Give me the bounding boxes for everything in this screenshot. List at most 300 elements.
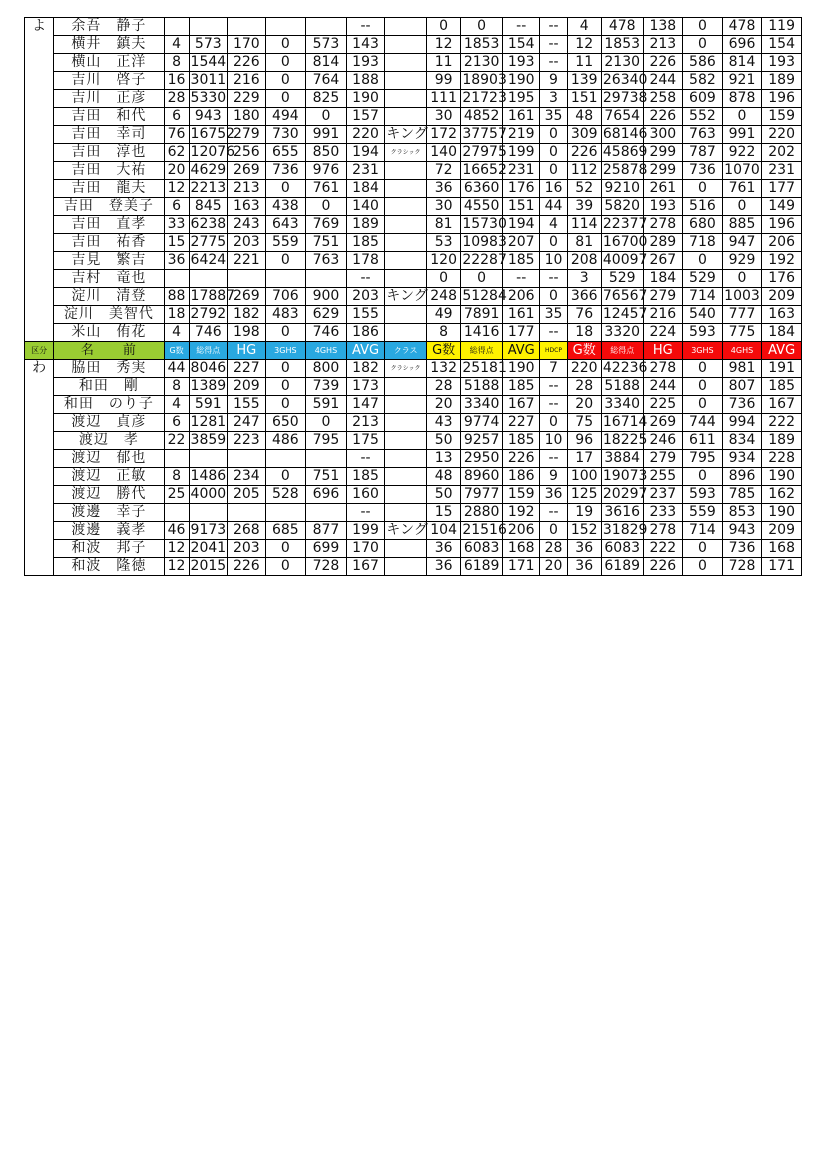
m2-total: 15730 [462,216,507,232]
tot-avg: 231 [762,162,802,180]
tot-4ghs: 878 [722,90,762,108]
m2-games: 8 [426,324,460,342]
m1-4ghs: 0 [306,414,347,432]
tot-games: 208 [567,252,601,270]
tot-avg: 162 [762,486,802,504]
player-name: 渡辺 正敏 [54,468,164,486]
m2-avg: 219 [502,126,539,144]
m1-avg: 186 [346,324,385,342]
tot-games: 114 [567,216,601,234]
player-name: 横井 鎮夫 [54,36,164,54]
m2-avg: 231 [502,162,539,180]
tot-games: 76 [567,306,601,324]
m2-games: 13 [426,450,460,468]
m1-games: 76 [164,126,189,144]
m1-3ghs: 0 [265,324,306,342]
tot-games: 220 [567,360,601,378]
table-row [25,396,802,414]
player-name: 渡邊 幸子 [54,504,164,522]
m1-4ghs: 795 [306,432,347,450]
m1-total [189,504,228,522]
tot-avg: 154 [762,36,802,54]
player-name: 吉田 幸司 [54,126,164,144]
m1-hg: 203 [228,540,265,558]
tot-4ghs: 896 [722,468,762,486]
class-cell: キング [386,288,428,304]
m2-total: 1853 [461,36,503,54]
player-name: 渡邊 義孝 [54,522,164,540]
tot-total: 2130 [601,54,643,72]
m2-total: 2880 [461,504,503,522]
m1-total: 16752 [190,126,236,142]
player-name: 余吾 静子 [54,18,164,36]
m2-avg: 199 [502,144,539,162]
m2-games: 0 [426,270,460,288]
m1-games: 88 [164,288,189,306]
tot-4ghs: 736 [722,396,762,414]
tot-4ghs: 0 [722,108,762,126]
m2-hdcp: 3 [540,90,567,108]
m2-avg: 185 [502,432,539,450]
m1-3ghs: 0 [265,90,306,108]
m1-4ghs: 763 [306,252,347,270]
m2-games: 30 [426,108,460,126]
m2-hdcp: -- [540,504,567,522]
table-row [25,522,802,540]
m2-games: 43 [426,414,460,432]
m2-games: 99 [426,72,460,90]
m2-total: 16652 [462,162,507,178]
player-name: 脇田 秀実 [54,360,164,378]
m1-4ghs: 764 [306,72,347,90]
m1-avg: 188 [346,72,385,90]
tot-3ghs: 540 [683,306,723,324]
tot-3ghs: 714 [683,288,723,306]
m1-avg: 143 [346,36,385,54]
m2-games: 72 [426,162,460,180]
tot-games: 36 [567,540,601,558]
tot-4ghs: 885 [722,216,762,234]
m1-4ghs: 696 [306,486,347,504]
tot-hg: 193 [643,198,683,216]
tot-avg: 228 [762,450,802,468]
m1-4ghs: 800 [306,360,347,378]
tot-hg: 213 [643,36,683,54]
m2-avg: 154 [502,36,539,54]
m2-total: 2950 [461,450,503,468]
table-row [25,72,802,90]
m1-total: 3859 [190,432,227,448]
table-row [25,90,802,108]
m1-hg: 198 [228,324,265,342]
tot-games: 226 [567,144,601,162]
m2-total: 10983 [462,234,507,250]
tot-games: 152 [567,522,601,540]
m1-avg: -- [346,270,385,288]
m2-hdcp: -- [540,450,567,468]
m1-hg: 209 [228,378,265,396]
m2-hdcp: -- [540,396,567,414]
tot-3ghs: 0 [683,18,723,36]
tot-3ghs: 611 [683,432,723,450]
m2-total: 7891 [461,306,503,324]
m2-total: 22287 [462,252,507,268]
tot-hg: 138 [643,18,683,36]
tot-4ghs: 814 [722,54,762,72]
m1-games: 8 [164,378,189,396]
m1-total [189,270,228,288]
m1-4ghs: 877 [306,522,347,540]
m2-games: 132 [426,360,460,378]
m1-avg: 199 [346,522,385,540]
tot-games: 112 [567,162,601,180]
tot-total: 5188 [601,378,643,396]
tot-3ghs: 0 [683,540,723,558]
m2-avg: 206 [502,288,539,306]
tot-avg: 191 [762,360,802,378]
tot-4ghs: 0 [722,270,762,288]
m1-games [164,450,189,468]
m1-4ghs: 629 [306,306,347,324]
m1-3ghs: 486 [265,432,306,450]
tot-total: 40097 [602,252,648,268]
m1-games: 12 [164,180,189,198]
m2-total: 7977 [461,486,503,504]
m2-avg: -- [502,18,539,36]
m1-hg: 226 [228,54,265,72]
m1-avg: 167 [346,558,385,576]
tot-games: 18 [567,324,601,342]
m2-total: 1416 [461,324,503,342]
m1-4ghs: 769 [306,216,347,234]
tot-games: 125 [567,486,601,504]
m1-4ghs: 728 [306,558,347,576]
tot-total: 478 [601,18,643,36]
m1-total: 3011 [190,72,227,88]
table-row [25,126,802,144]
m2-avg: 192 [502,504,539,522]
m2-avg: 207 [502,234,539,252]
m1-3ghs: 0 [265,54,306,72]
m1-total: 12076 [190,144,236,160]
player-name: 吉見 繁吉 [54,252,164,270]
m2-games: 120 [426,252,460,270]
tot-hg: 261 [643,180,683,198]
tot-hg: 226 [643,108,683,126]
m1-total: 1281 [190,414,227,430]
m1-avg: 184 [346,180,385,198]
tot-hg: 279 [643,450,683,468]
table-row [25,558,802,576]
tot-avg: 189 [762,72,802,90]
tot-total: 16700 [602,234,648,250]
tot-total: 19073 [602,468,648,484]
table-row [25,54,802,72]
tot-4ghs: 934 [722,450,762,468]
tot-avg: 196 [762,216,802,234]
class-cell: クラシック [385,144,427,162]
player-name: 米山 侑花 [54,324,164,342]
tot-3ghs: 593 [683,324,723,342]
m1-games [164,18,189,36]
header-hdcp: HDCP [540,342,567,360]
class-cell [385,18,427,36]
m1-4ghs [306,504,347,522]
tot-hg: 244 [643,72,683,90]
m1-3ghs: 0 [265,72,306,90]
table-row [25,432,802,450]
m1-games: 15 [164,234,189,252]
m2-hdcp: 36 [540,486,567,504]
m2-hdcp: -- [540,54,567,72]
m1-hg: 163 [228,198,265,216]
tot-hg: 224 [643,324,683,342]
m1-games: 4 [164,36,189,54]
class-cell [385,378,427,396]
m1-avg: 194 [346,144,385,162]
tot-avg: 209 [762,288,802,306]
section-wa [25,360,802,576]
tot-4ghs: 922 [722,144,762,162]
m1-avg: 203 [346,288,385,306]
tot-games: 48 [567,108,601,126]
m1-games: 8 [164,468,189,486]
m1-total: 591 [189,396,228,414]
tot-4ghs: 807 [722,378,762,396]
tot-4ghs: 943 [722,522,762,540]
m1-3ghs: 736 [265,162,306,180]
table-row [25,234,802,252]
m1-games [164,504,189,522]
m1-4ghs: 751 [306,468,347,486]
class-cell [385,432,427,450]
m1-hg: 213 [228,180,265,198]
class-cell [385,504,427,522]
tot-games: 4 [567,18,601,36]
tot-hg: 226 [643,54,683,72]
class-cell [385,216,427,234]
class-cell [385,180,427,198]
table-row [25,18,802,36]
m1-hg [228,18,265,36]
class-cell [385,54,427,72]
tot-hg: 300 [643,126,683,144]
tot-3ghs: 593 [683,486,723,504]
header-tot-games: G数 [567,342,601,360]
m2-hdcp: -- [540,378,567,396]
header-m2-avg: AVG [502,342,539,360]
m1-games: 25 [164,486,189,504]
class-cell [385,36,427,54]
m1-hg: 223 [228,432,265,450]
tot-total: 20297 [602,486,648,502]
m2-hdcp: 35 [540,108,567,126]
m2-avg: 161 [502,306,539,324]
m2-avg: 159 [502,486,539,504]
m2-games: 36 [426,180,460,198]
m2-hdcp: -- [540,324,567,342]
m2-hdcp: 28 [540,540,567,558]
tot-avg: 184 [762,324,802,342]
table-row [25,36,802,54]
m1-hg: 203 [228,234,265,252]
tot-total: 3340 [601,396,643,414]
class-cell [385,72,427,90]
header-m1-total: 総得点 [189,342,228,360]
m1-avg: 160 [346,486,385,504]
m1-avg: 173 [346,378,385,396]
m1-hg: 247 [228,414,265,432]
m1-avg: 220 [346,126,385,144]
tot-3ghs: 787 [683,144,723,162]
m1-games: 8 [164,54,189,72]
tot-avg: 119 [762,18,802,36]
m2-games: 48 [426,468,460,486]
m1-hg: 180 [228,108,265,126]
m1-games: 20 [164,162,189,180]
m2-total: 18903 [462,72,507,88]
m2-hdcp: 35 [540,306,567,324]
m1-avg: 140 [346,198,385,216]
m1-hg: 221 [228,252,265,270]
tot-3ghs: 736 [683,162,723,180]
tot-games: 151 [567,90,601,108]
m1-total: 4629 [190,162,227,178]
table-row [25,450,802,468]
table-row [25,414,802,432]
m2-total: 37757 [462,126,507,142]
m2-hdcp: 7 [540,360,567,378]
m1-3ghs [265,504,306,522]
tot-total: 5820 [601,198,643,216]
player-name: 和田 のり子 [54,396,164,414]
class-cell [385,108,427,126]
m1-3ghs: 0 [265,540,306,558]
tot-4ghs: 994 [722,414,762,432]
tot-4ghs: 478 [722,18,762,36]
m2-hdcp: 0 [540,288,567,306]
tot-3ghs: 0 [683,360,723,378]
tot-total: 16714 [602,414,648,430]
tot-3ghs: 516 [683,198,723,216]
m2-games: 0 [426,18,460,36]
m1-hg: 216 [228,72,265,90]
m1-games: 16 [164,72,189,90]
m1-games: 4 [164,324,189,342]
m1-games: 6 [164,108,189,126]
tot-games: 309 [567,126,601,144]
tot-total: 26340 [602,72,648,88]
player-name: 淀川 清登 [54,288,164,306]
tot-4ghs: 981 [722,360,762,378]
m1-3ghs: 650 [265,414,306,432]
tot-avg: 220 [762,126,802,144]
table-row [25,324,802,342]
class-cell [385,540,427,558]
m1-avg: 213 [346,414,385,432]
m1-games: 18 [164,306,189,324]
m1-total: 573 [189,36,228,54]
tot-games: 28 [567,378,601,396]
tot-hg: 216 [643,306,683,324]
tot-total: 18225 [602,432,648,448]
player-name: 吉川 正彦 [54,90,164,108]
m1-3ghs: 643 [265,216,306,234]
m2-games: 172 [426,126,460,144]
tot-4ghs: 761 [722,180,762,198]
m2-games: 30 [426,198,460,216]
m1-avg: 185 [346,468,385,486]
tot-3ghs: 586 [683,54,723,72]
player-name: 吉田 淳也 [54,144,164,162]
tot-4ghs: 777 [722,306,762,324]
tot-games: 39 [567,198,601,216]
header-tot-3ghs: 3GHS [683,342,723,360]
tot-total: 7654 [601,108,643,126]
m2-avg: 193 [502,54,539,72]
m2-total: 2130 [461,54,503,72]
m2-total: 25181 [462,360,507,376]
tot-4ghs: 921 [722,72,762,90]
header-row-group [25,342,802,360]
m1-games: 36 [164,252,189,270]
m2-total: 27975 [462,144,507,160]
player-name: 吉田 大祐 [54,162,164,180]
tot-avg: 177 [762,180,802,198]
tot-games: 81 [567,234,601,252]
header-name: 名 前 [54,342,164,360]
m1-games: 6 [164,198,189,216]
header-tot-total: 総得点 [601,342,643,360]
m2-avg: 177 [502,324,539,342]
m2-games: 49 [426,306,460,324]
tot-games: 366 [567,288,601,306]
m1-4ghs [306,270,347,288]
m1-avg: 175 [346,432,385,450]
m2-avg: 185 [502,378,539,396]
player-name: 和波 隆徳 [54,558,164,576]
tot-hg: 244 [643,378,683,396]
m2-avg: 185 [502,252,539,270]
m1-avg: 185 [346,234,385,252]
m2-games: 20 [426,396,460,414]
m1-hg: 182 [228,306,265,324]
m1-3ghs: 0 [265,468,306,486]
table-row [25,486,802,504]
tot-total: 22377 [602,216,648,232]
m2-total: 21516 [462,522,507,538]
class-cell [385,198,427,216]
m1-games: 22 [164,432,189,450]
m2-hdcp: -- [540,18,567,36]
m1-total: 2775 [190,234,227,250]
table-row [25,378,802,396]
m2-hdcp: 44 [540,198,567,216]
m1-avg: -- [346,450,385,468]
tot-total: 6083 [601,540,643,558]
header-tot-4ghs: 4GHS [722,342,762,360]
tot-avg: 190 [762,468,802,486]
tot-hg: 278 [643,360,683,378]
m2-games: 36 [426,540,460,558]
player-name: 渡辺 郁也 [54,450,164,468]
player-name: 淀川 美智代 [54,306,164,324]
m1-games: 46 [164,522,189,540]
m2-total: 5188 [461,378,503,396]
m1-4ghs: 699 [306,540,347,558]
m1-3ghs: 730 [265,126,306,144]
table-row [25,360,802,378]
